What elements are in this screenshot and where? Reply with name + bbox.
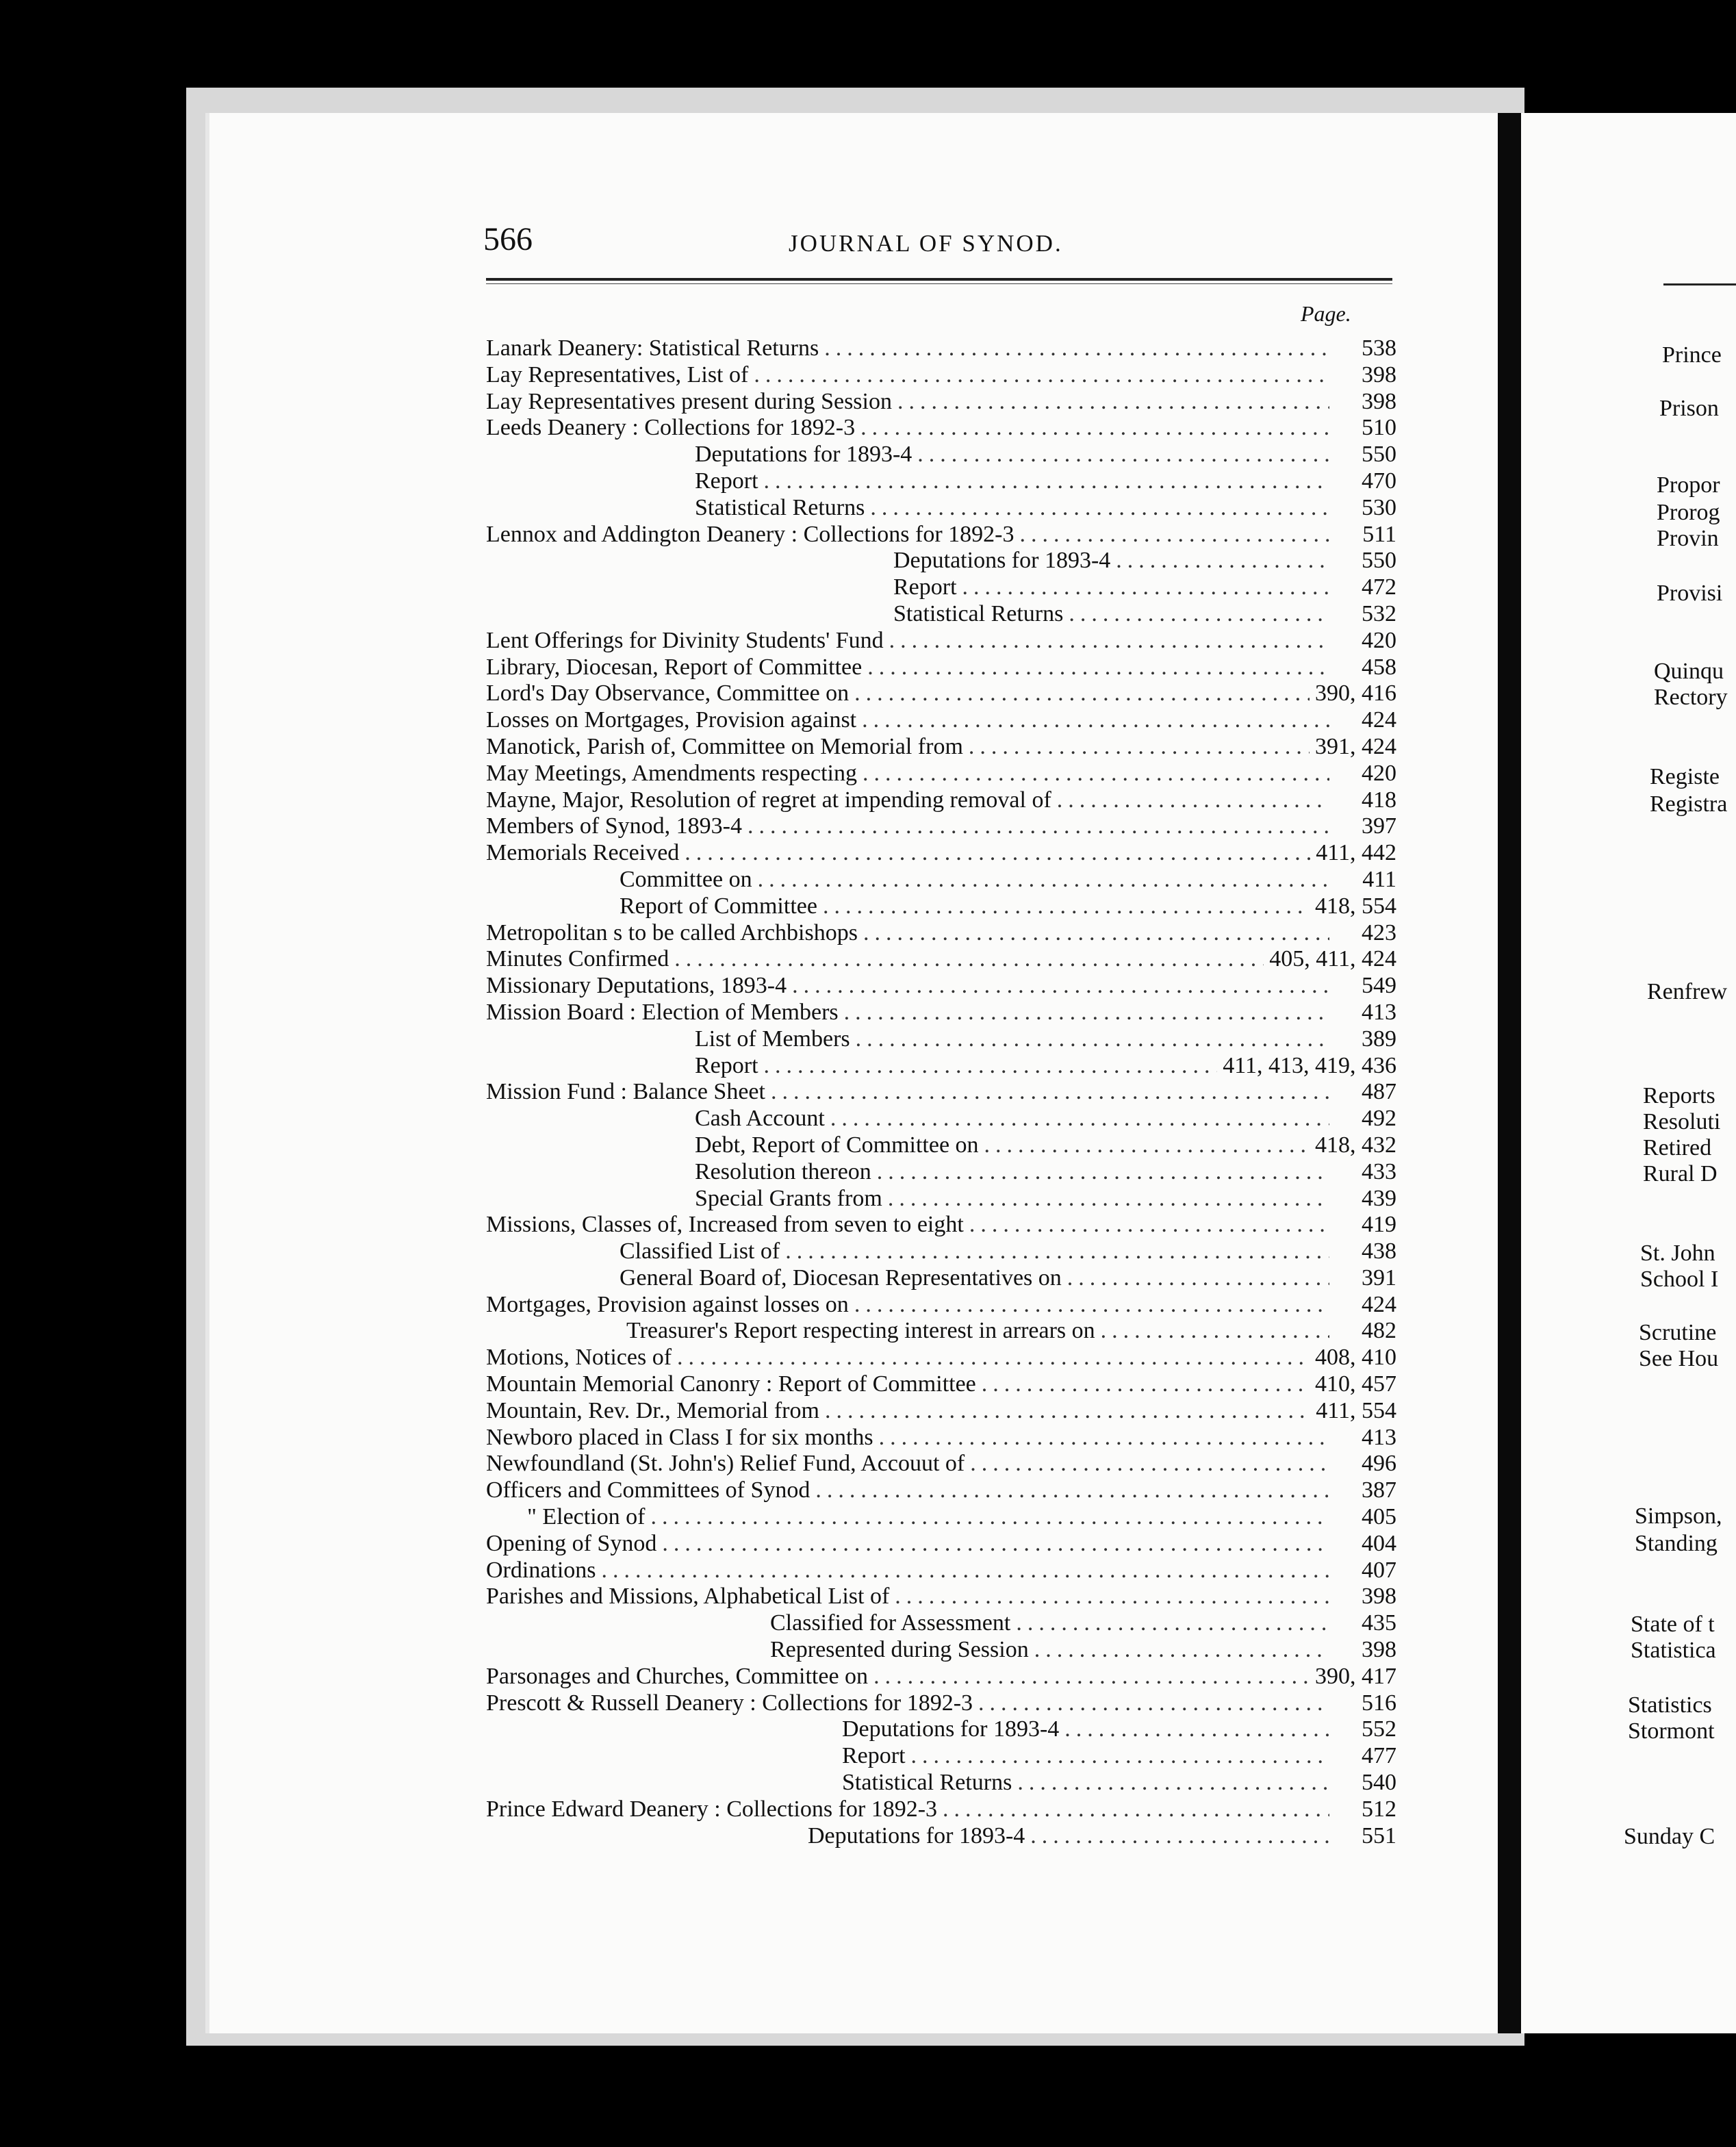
dot-leader: [870, 495, 1329, 522]
dot-leader: [1017, 1770, 1329, 1796]
index-entry-text: Newfoundland (St. John's) Relief Fund, Accouut of: [486, 1451, 965, 1477]
index-entry-text: Newboro placed in Class I for six months: [486, 1424, 873, 1450]
index-entry-text: Lord's Day Observance, Committee on: [486, 681, 850, 707]
index-entry: [486, 1823, 1396, 1850]
dot-leader: [984, 1132, 1310, 1159]
dot-leader: [771, 1079, 1329, 1106]
index-entry-pages: 510: [1362, 415, 1396, 441]
dot-leader: [895, 1584, 1329, 1610]
right-page-entry: See Hou: [1639, 1346, 1719, 1371]
index-entry: [486, 1743, 1396, 1770]
right-page-entry: Stormont: [1628, 1718, 1715, 1744]
index-entry-text: Report: [842, 1743, 906, 1769]
dot-leader: [748, 813, 1329, 840]
right-page-entry: Prince: [1662, 342, 1722, 368]
index-entry: [486, 761, 1396, 787]
index-entry-pages: 551: [1362, 1822, 1396, 1849]
index-entry: [486, 1584, 1396, 1610]
index-entry-pages: 413: [1362, 1424, 1396, 1450]
index-entry: [486, 1716, 1396, 1743]
right-page-entry: Standing: [1635, 1531, 1718, 1556]
index-entry-text: Mountain, Rev. Dr., Memorial from: [486, 1397, 819, 1423]
dot-leader: [677, 1345, 1310, 1371]
index-entry: [486, 813, 1396, 840]
index-entry-text: Lay Representatives present during Session: [486, 388, 892, 414]
index-entry-pages: 390, 417: [1315, 1663, 1396, 1689]
index-entry-pages: 389: [1362, 1026, 1396, 1052]
right-page-entry: Sunday C: [1624, 1824, 1715, 1849]
header-rule: [486, 278, 1392, 281]
index-entry: [486, 1079, 1396, 1106]
index-entry-text: Memorials Received: [486, 840, 680, 866]
index-entry: [486, 495, 1396, 522]
index-entry: [486, 1371, 1396, 1398]
dot-leader: [863, 761, 1329, 787]
index-entry: [486, 335, 1396, 362]
index-entry-text: Missions, Classes of, Increased from seven to eight: [486, 1212, 964, 1238]
index-entry-pages: 433: [1362, 1158, 1396, 1184]
index-entry: [486, 1796, 1396, 1823]
index-entry-text: Opening of Synod: [486, 1530, 657, 1556]
index-entry-text: Prescott & Russell Deanery : Collections for 1892-3: [486, 1690, 973, 1716]
index-entry-text: " Election of: [527, 1504, 646, 1530]
right-page-entry: Rectory: [1654, 685, 1728, 710]
index-entry: [486, 548, 1396, 574]
index-entry-pages: 387: [1362, 1477, 1396, 1503]
index-entry-text: Special Grants from: [695, 1185, 882, 1211]
index-entry: [486, 1398, 1396, 1425]
index-entry-text: Treasurer's Report respecting interest in arrears on: [626, 1318, 1095, 1344]
index-entry: [486, 1292, 1396, 1319]
index-entry-text: Statistical Returns: [893, 600, 1064, 626]
index-entry-text: Minutes Confirmed: [486, 946, 669, 972]
dot-leader: [685, 840, 1310, 867]
index-entry-text: Deputations for 1893-4: [893, 548, 1111, 574]
index-entry: [486, 601, 1396, 628]
right-page-entry: State of t: [1631, 1612, 1715, 1637]
index-entry: [486, 628, 1396, 655]
index-entry-pages: 413: [1362, 999, 1396, 1025]
index-entry: [486, 1477, 1396, 1504]
index-entry-pages: 487: [1362, 1079, 1396, 1105]
dot-leader: [917, 442, 1329, 468]
index-entry: [486, 1504, 1396, 1531]
header-rule-thin: [486, 283, 1392, 284]
dot-leader: [854, 681, 1310, 707]
dot-leader: [970, 1451, 1329, 1477]
index-entry: [486, 787, 1396, 814]
dot-leader: [844, 1000, 1329, 1026]
index-entry-text: Mortgages, Provision against losses on: [486, 1291, 849, 1317]
index-entry-pages: 477: [1362, 1743, 1396, 1769]
index-entry: [486, 681, 1396, 707]
index-entry-text: Lay Representatives, List of: [486, 361, 749, 388]
index-entry-pages: 411, 413, 419, 436: [1223, 1052, 1396, 1078]
index-entry-text: Parsonages and Churches, Committee on: [486, 1663, 869, 1689]
index-entry-text: Cash Account: [695, 1106, 825, 1132]
index-entry-pages: 420: [1362, 760, 1396, 786]
dot-leader: [758, 867, 1329, 893]
page-number: 566: [483, 221, 533, 257]
index-entry: [486, 840, 1396, 867]
index-entry-pages: 550: [1362, 548, 1396, 574]
index-entry-text: Ordinations: [486, 1557, 596, 1583]
right-page-entry: Retired: [1643, 1135, 1712, 1160]
index-entry: [486, 946, 1396, 973]
dot-leader: [602, 1558, 1329, 1584]
dot-leader: [1034, 1637, 1329, 1664]
dot-leader: [785, 1238, 1329, 1265]
index-entry-text: Prince Edward Deanery : Collections for 1892-3: [486, 1796, 938, 1822]
dot-leader: [888, 1186, 1329, 1212]
dot-leader: [969, 1212, 1329, 1238]
dot-leader: [792, 973, 1329, 1000]
index-entry: [486, 442, 1396, 468]
index-entry: [486, 1212, 1396, 1238]
index-entry-pages: 418: [1362, 787, 1396, 813]
index-entry: [486, 415, 1396, 442]
index-entry-pages: 549: [1362, 973, 1396, 999]
index-entry: [486, 1345, 1396, 1371]
dot-leader: [1064, 1716, 1329, 1743]
dot-leader: [943, 1796, 1329, 1823]
index-entry-pages: 550: [1362, 442, 1396, 468]
index-entry-pages: 482: [1362, 1318, 1396, 1344]
index-entry-text: Statistical Returns: [695, 494, 865, 520]
index-entry-text: Manotick, Parish of, Committee on Memorial from: [486, 733, 963, 759]
index-entry-text: Members of Synod, 1893-4: [486, 813, 742, 839]
index-entry-text: Mountain Memorial Canonry : Report of Committee: [486, 1371, 976, 1397]
index-entry-text: Resolution thereon: [695, 1158, 871, 1184]
index-entry-pages: 398: [1362, 361, 1396, 388]
index-entry-pages: 438: [1362, 1238, 1396, 1265]
dot-leader: [873, 1664, 1310, 1690]
right-page-entry: Propor: [1657, 472, 1720, 498]
index-entry-pages: 404: [1362, 1530, 1396, 1556]
index-entry-pages: 470: [1362, 468, 1396, 494]
dot-leader: [830, 1106, 1329, 1132]
index-entry-text: Statistical Returns: [842, 1770, 1012, 1796]
dot-leader: [815, 1477, 1329, 1504]
index-entry-text: Report: [695, 1052, 758, 1078]
index-entry-text: Report of Committee: [620, 893, 817, 919]
dot-leader: [982, 1371, 1310, 1398]
dot-leader: [897, 389, 1329, 416]
index-entry: [486, 468, 1396, 495]
dot-leader: [978, 1690, 1329, 1717]
index-entry-pages: 411: [1362, 866, 1396, 892]
right-page-entry: Registra: [1650, 791, 1728, 817]
index-entry: [486, 1425, 1396, 1451]
right-page-entry: St. John: [1640, 1241, 1715, 1266]
right-page-entry: Rural D: [1643, 1161, 1718, 1186]
index-entry-pages: 411, 554: [1316, 1397, 1396, 1423]
index-entry: [486, 1637, 1396, 1664]
dot-leader: [662, 1531, 1329, 1558]
index-entry-text: Lent Offerings for Divinity Students' Fund: [486, 627, 884, 653]
dot-leader: [856, 1026, 1329, 1053]
index-entry-pages: 391, 424: [1315, 733, 1396, 759]
right-page-entry: Provisi: [1657, 581, 1723, 606]
right-page-entry: Statistica: [1631, 1638, 1716, 1663]
dot-leader: [862, 707, 1329, 734]
index-entry-pages: 411, 442: [1316, 840, 1396, 866]
index-entry-pages: 391: [1362, 1265, 1396, 1291]
index-entry-text: Deputations for 1893-4: [695, 442, 912, 468]
right-page-entry: Resoluti: [1643, 1109, 1721, 1134]
index-entry-text: Classified for Assessment: [770, 1610, 1011, 1636]
index-entry-text: Committee on: [620, 866, 752, 892]
dot-leader: [867, 655, 1329, 681]
dot-leader: [674, 946, 1264, 973]
index-entry: [486, 1451, 1396, 1477]
dot-leader: [860, 415, 1329, 442]
index-entry: [486, 1690, 1396, 1717]
index-entry: [486, 1664, 1396, 1690]
index-entry-text: Debt, Report of Committee on: [695, 1132, 979, 1158]
index-entry-pages: 423: [1362, 919, 1396, 945]
index-entry-text: Parishes and Missions, Alphabetical List of: [486, 1584, 890, 1610]
right-page-entry: Registe: [1650, 764, 1720, 789]
index-entry: [486, 1000, 1396, 1026]
index-entry-pages: 390, 416: [1315, 681, 1396, 707]
index-entry-pages: 398: [1362, 388, 1396, 414]
dot-leader: [879, 1425, 1329, 1451]
dot-leader: [1057, 787, 1329, 814]
index-entry-pages: 516: [1362, 1690, 1396, 1716]
dot-leader: [1016, 1610, 1329, 1637]
index-entry: [486, 1186, 1396, 1212]
index-entry: [486, 1159, 1396, 1186]
dot-leader: [824, 335, 1329, 362]
index-entry-text: Report: [893, 574, 957, 600]
index-entry: [486, 522, 1396, 548]
right-page-entry: Reports: [1643, 1083, 1715, 1108]
right-page-entry: Quinqu: [1654, 659, 1724, 684]
index-entry-pages: 538: [1362, 335, 1396, 361]
index-entry-pages: 532: [1362, 600, 1396, 626]
index-entry-pages: 418, 432: [1315, 1132, 1396, 1158]
index-entry-pages: 530: [1362, 494, 1396, 520]
dot-leader: [825, 1398, 1310, 1425]
index-entry: [486, 574, 1396, 601]
dot-leader: [969, 734, 1310, 761]
index-entry-text: May Meetings, Amendments respecting: [486, 760, 858, 786]
index-entry-pages: 420: [1362, 627, 1396, 653]
index-entry: [486, 1238, 1396, 1265]
index-entry-pages: 397: [1362, 813, 1396, 839]
right-page-entry: Statistics: [1628, 1692, 1712, 1718]
index-entry-text: General Board of, Diocesan Representatives on: [620, 1265, 1062, 1291]
index-entry-text: Library, Diocesan, Report of Committee: [486, 654, 863, 680]
index-entry-text: Metropolitan s to be called Archbishops: [486, 919, 858, 945]
dot-leader: [764, 468, 1329, 495]
dot-leader: [754, 362, 1329, 389]
dot-leader: [889, 628, 1329, 655]
index-entry-text: Officers and Committees of Synod: [486, 1477, 810, 1503]
index-entry-text: Mission Board : Election of Members: [486, 999, 839, 1025]
dot-leader: [651, 1504, 1330, 1531]
index-entry: [486, 1318, 1396, 1345]
index-entry: [486, 1558, 1396, 1584]
index-entry: [486, 1610, 1396, 1637]
index-entry-text: Deputations for 1893-4: [808, 1822, 1025, 1849]
index-entry-pages: 405: [1362, 1504, 1396, 1530]
right-page-entry: Scrutine: [1639, 1320, 1717, 1345]
index-entry: [486, 1770, 1396, 1796]
index-entry-text: Lennox and Addington Deanery : Collections for 1892-3: [486, 521, 1014, 547]
dot-leader: [877, 1159, 1329, 1186]
index-entry-pages: 439: [1362, 1185, 1396, 1211]
index-entry: [486, 389, 1396, 416]
index-entry-pages: 418, 554: [1315, 893, 1396, 919]
index-entry-pages: 512: [1362, 1796, 1396, 1822]
dot-leader: [863, 920, 1329, 947]
dot-leader: [1030, 1823, 1329, 1850]
index-entry: [486, 707, 1396, 734]
index-entry: [486, 1053, 1396, 1080]
index-entry-pages: 492: [1362, 1106, 1396, 1132]
index-entry: [486, 867, 1396, 893]
index-entry-text: Classified List of: [620, 1238, 780, 1265]
index-entry: [486, 1106, 1396, 1132]
index-entry-pages: 398: [1362, 1584, 1396, 1610]
index-entry-text: Leeds Deanery : Collections for 1892-3: [486, 415, 856, 441]
index-entry-pages: 410, 457: [1315, 1371, 1396, 1397]
index-entry: [486, 1026, 1396, 1053]
running-head: JOURNAL OF SYNOD.: [789, 230, 1063, 257]
index-entry-pages: 419: [1362, 1212, 1396, 1238]
index-entry-text: Lanark Deanery: Statistical Returns: [486, 335, 819, 361]
dot-leader: [764, 1053, 1218, 1080]
index-list: [486, 335, 1396, 1849]
index-entry-pages: 552: [1362, 1716, 1396, 1742]
book-binding: [1498, 113, 1521, 2033]
index-entry-pages: 496: [1362, 1451, 1396, 1477]
right-page-entry: Simpson,: [1635, 1503, 1722, 1529]
index-entry-pages: 511: [1362, 521, 1396, 547]
right-page-entry: Prorog: [1657, 500, 1720, 525]
dot-leader: [1019, 522, 1329, 548]
index-entry-text: Mayne, Major, Resolution of regret at impending removal of: [486, 787, 1051, 813]
index-entry-pages: 472: [1362, 574, 1396, 600]
index-entry-pages: 458: [1362, 654, 1396, 680]
dot-leader: [854, 1292, 1329, 1319]
dot-leader: [1116, 548, 1329, 574]
dot-leader: [1067, 1265, 1329, 1292]
index-entry: [486, 1265, 1396, 1292]
index-entry-text: Deputations for 1893-4: [842, 1716, 1060, 1742]
dot-leader: [911, 1743, 1329, 1770]
index-entry-pages: 435: [1362, 1610, 1396, 1636]
index-entry: [486, 893, 1396, 920]
right-page-entry: Renfrew: [1647, 979, 1728, 1004]
index-entry-text: Losses on Mortgages, Provision against: [486, 707, 857, 733]
page-column-label: Page.: [1301, 301, 1351, 326]
right-page-entry: School I: [1640, 1267, 1719, 1292]
index-entry-pages: 424: [1362, 1291, 1396, 1317]
index-entry: [486, 734, 1396, 761]
index-entry-text: List of Members: [695, 1026, 850, 1052]
index-entry-text: Missionary Deputations, 1893-4: [486, 973, 787, 999]
index-entry-pages: 424: [1362, 707, 1396, 733]
index-entry: [486, 1531, 1396, 1558]
index-entry-pages: 398: [1362, 1637, 1396, 1663]
index-entry: [486, 362, 1396, 389]
index-entry-pages: 405, 411, 424: [1269, 946, 1396, 972]
right-page-entry: Prison: [1659, 396, 1719, 421]
index-entry: [486, 920, 1396, 947]
index-entry-pages: 408, 410: [1315, 1345, 1396, 1371]
index-entry: [486, 655, 1396, 681]
index-entry-text: Mission Fund : Balance Sheet: [486, 1079, 765, 1105]
index-entry: [486, 973, 1396, 1000]
index-entry-text: Motions, Notices of: [486, 1345, 672, 1371]
index-entry: [486, 1132, 1396, 1159]
index-entry-pages: 407: [1362, 1557, 1396, 1583]
dot-leader: [1101, 1318, 1329, 1345]
right-page-rule: [1663, 283, 1736, 285]
index-entry-text: Report: [695, 468, 758, 494]
dot-leader: [1069, 601, 1329, 628]
dot-leader: [962, 574, 1329, 601]
dot-leader: [823, 893, 1310, 920]
index-entry-pages: 540: [1362, 1770, 1396, 1796]
index-entry-text: Represented during Session: [770, 1637, 1029, 1663]
right-page-entry: Provin: [1657, 526, 1719, 551]
